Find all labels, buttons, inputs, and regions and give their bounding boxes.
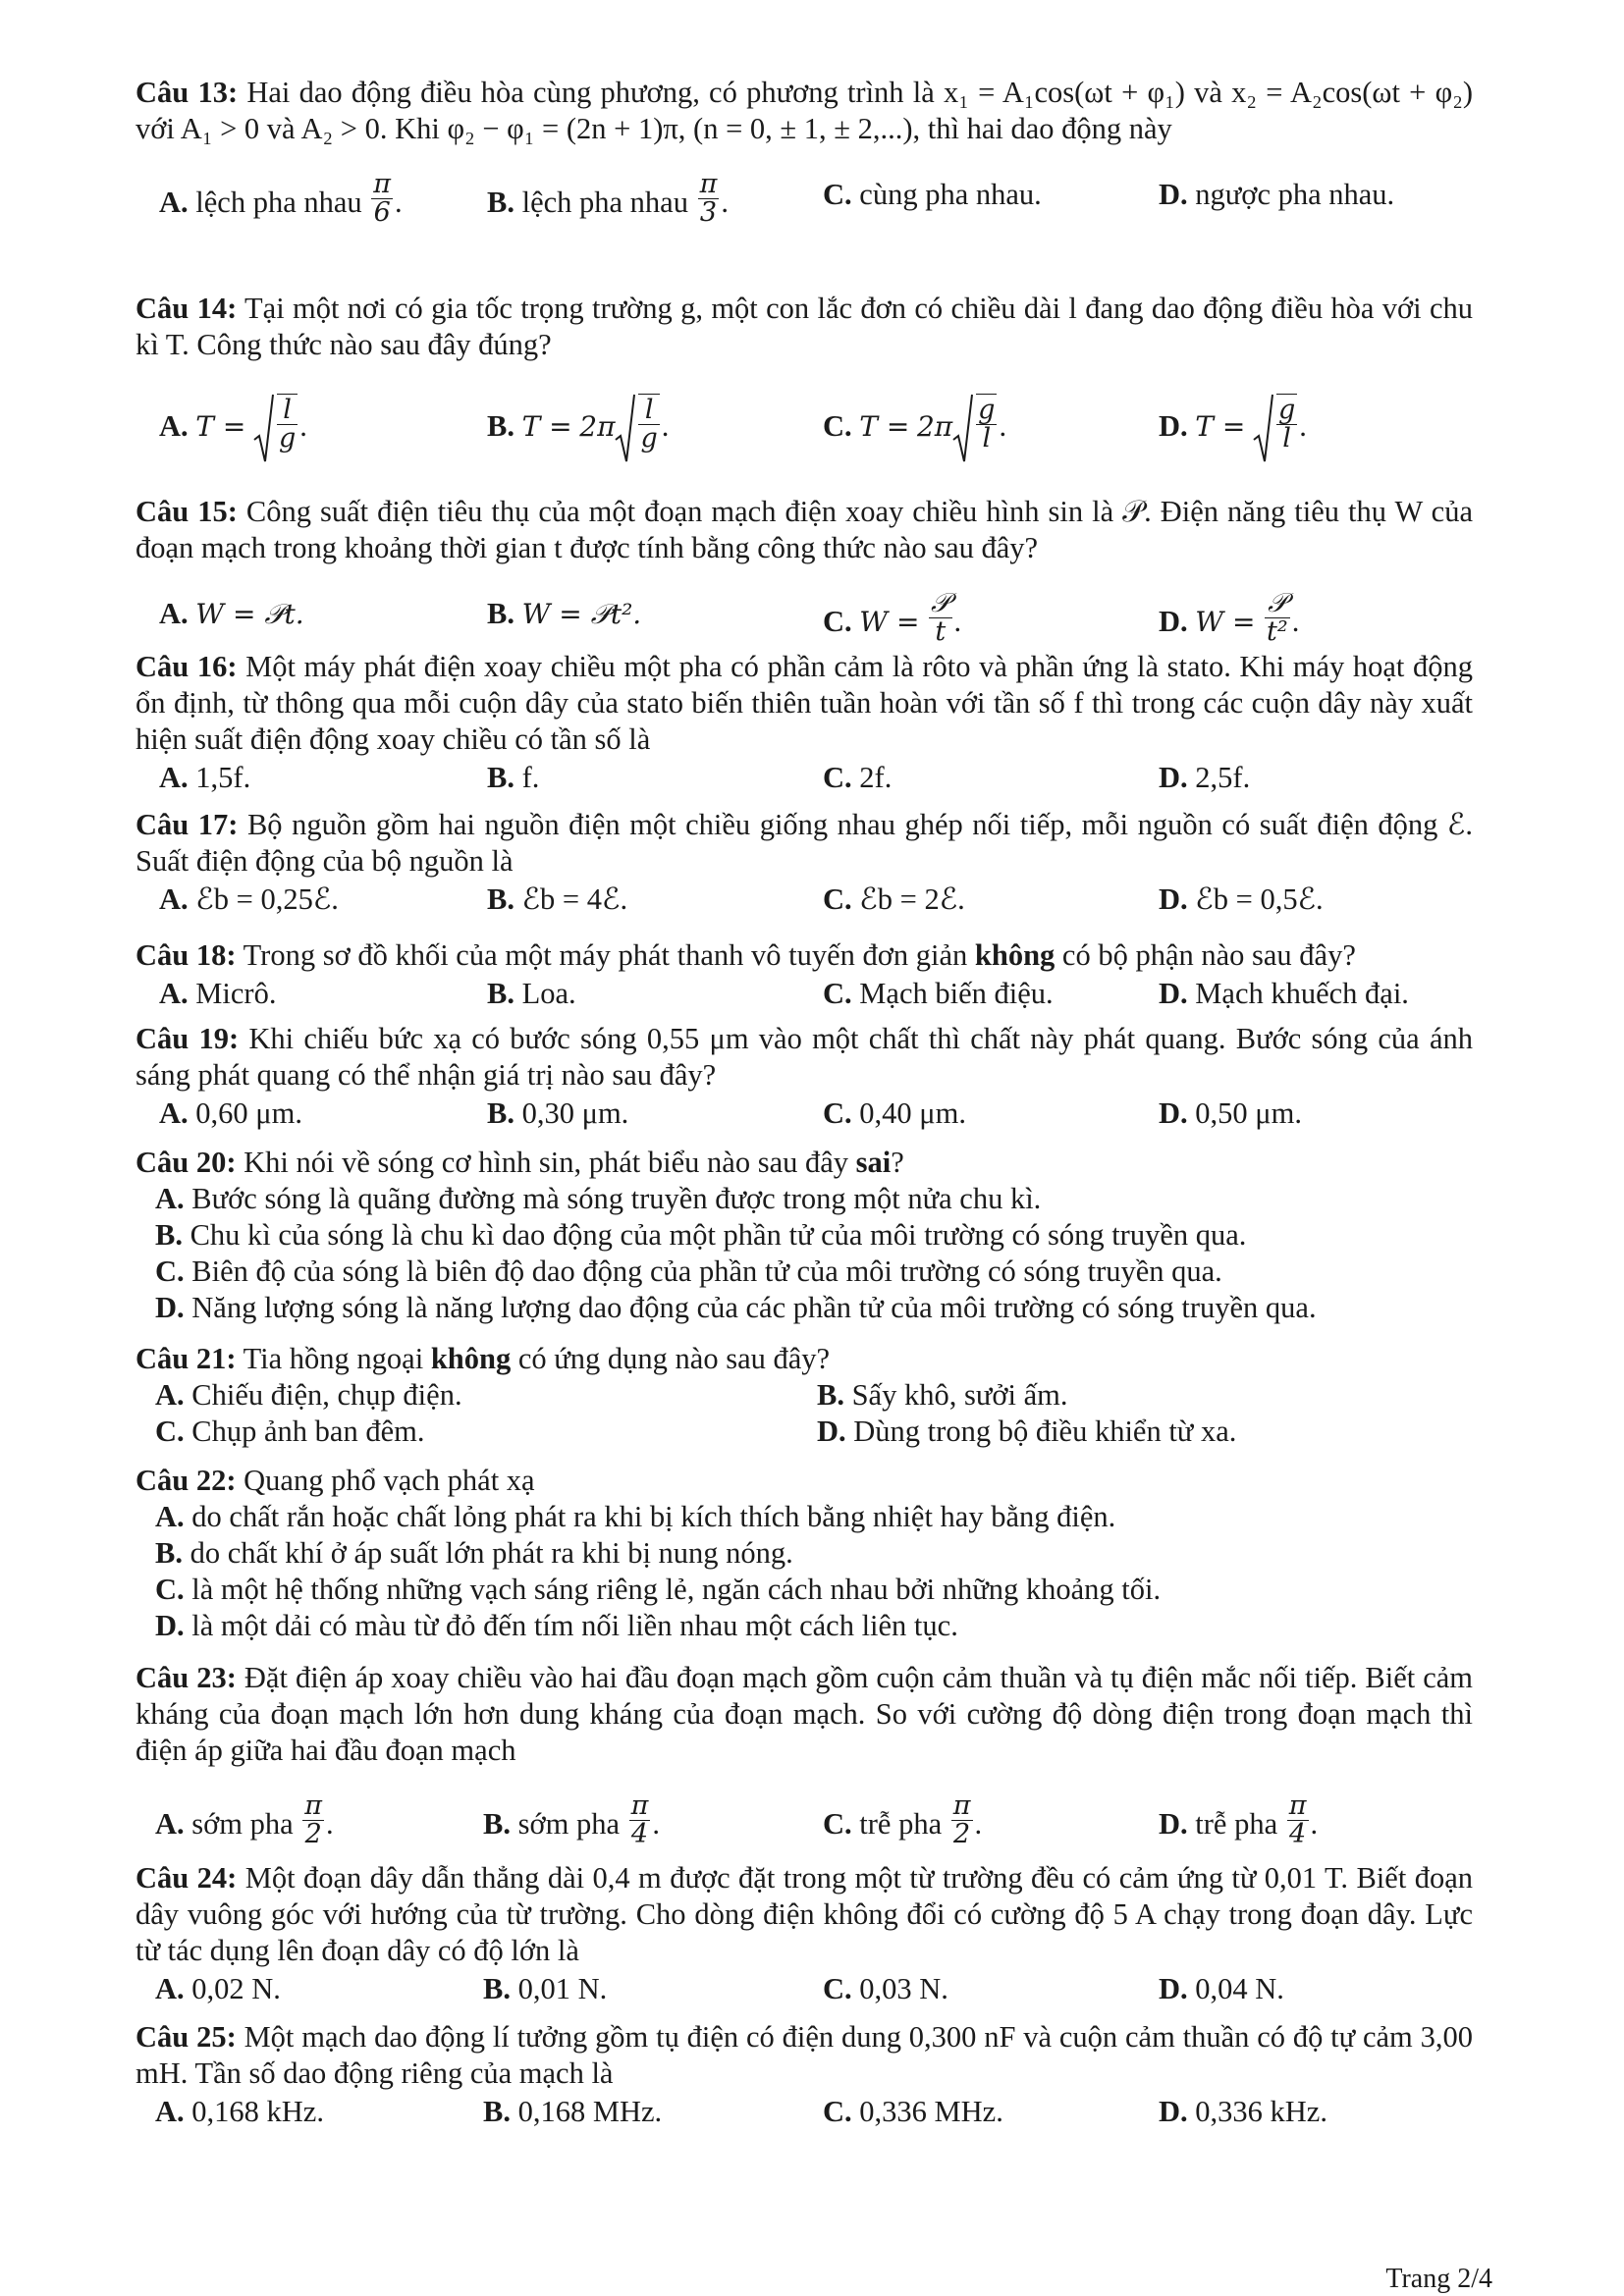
emphasis-word: sai: [855, 1146, 892, 1179]
option-d[interactable]: D. ℰb = 0,5ℰ.: [1159, 882, 1324, 916]
option-d[interactable]: D. trễ pha $\frac{\pi}{4}$ .: [1159, 1790, 1319, 1850]
option-row: [135, 153, 1473, 229]
option-a[interactable]: A. W = 𝒫t.: [159, 597, 304, 630]
option-c[interactable]: C. W = $\frac{\text{𝒫}}{t}$ .: [823, 588, 962, 648]
question-19: [135, 1021, 1473, 1132]
option-a[interactable]: A. do chất rắn hoặc chất lỏng phát ra khi bị kích thích bằng nhiệt hay bằng điện.: [155, 1500, 1116, 1533]
option-a[interactable]: A. 0,02 N.: [155, 1972, 281, 2005]
question-number: Câu 19:: [135, 1022, 240, 1055]
option-c[interactable]: C. ℰb = 2ℰ.: [823, 882, 965, 916]
option-d[interactable]: D. 0,04 N.: [1159, 1972, 1284, 2005]
question-number: Câu 14:: [135, 292, 238, 325]
question-number: Câu 15:: [135, 495, 238, 528]
option-row: [135, 1095, 1473, 1132]
question-stem: [135, 1463, 1473, 1499]
option-a[interactable]: A. 0,60 μm.: [159, 1096, 302, 1130]
question-stem: [135, 75, 1473, 147]
question-stem: [135, 1660, 1473, 1769]
option-d[interactable]: D. 0,50 μm.: [1159, 1096, 1302, 1130]
question-17: [135, 807, 1473, 918]
fraction: $\frac{\pi}{3}$: [699, 169, 718, 229]
option-b[interactable]: B. W = 𝒫t².: [487, 597, 642, 630]
option-c[interactable]: C. Biên độ của sóng là biên độ dao động của phần tử của môi trường có sóng truyền qua.: [155, 1255, 1222, 1288]
option-c[interactable]: C. 0,40 μm.: [823, 1096, 966, 1130]
question-number: Câu 21:: [135, 1342, 237, 1375]
question-text: Tại một nơi có gia tốc trọng trường g, một con lắc đơn có chiều dài l đang dao động điều hòa với chu kì T. Công thức nào sau đây đúng?: [135, 292, 1474, 361]
question-22: [135, 1463, 1473, 1644]
option-a[interactable]: A. 0,168 kHz.: [155, 2095, 324, 2128]
option-c[interactable]: C. Chụp ảnh ban đêm.: [155, 1415, 425, 1448]
option-c[interactable]: C. T = 2π $\frac{g}{l}$ .: [823, 393, 1006, 465]
option-a[interactable]: A. Chiếu điện, chụp điện.: [155, 1378, 462, 1412]
option-b[interactable]: B. lệch pha nhau $\frac{\pi}{3}$ .: [487, 169, 729, 229]
option-b[interactable]: B. sớm pha $\frac{\pi}{4}$ .: [483, 1790, 660, 1850]
option-d[interactable]: D. 2,5f.: [1159, 761, 1251, 794]
option-row: [135, 760, 1473, 796]
page-number: Trang 2/4: [1385, 2264, 1492, 2294]
option-d[interactable]: D. T = $\frac{g}{l}$ .: [1159, 393, 1307, 465]
question-14: [135, 291, 1474, 454]
option-b[interactable]: B. do chất khí ở áp suất lớn phát ra khi bị nung nóng.: [155, 1536, 793, 1570]
option-row: [135, 369, 1473, 454]
option-d[interactable]: D. Mạch khuếch đại.: [1159, 977, 1409, 1010]
question-text: Bộ nguồn gồm hai nguồn điện một chiều giống nhau ghép nối tiếp, mỗi nguồn có suất điện động ℰ. Suất điện động của bộ nguồn là: [135, 808, 1474, 878]
question-stem: [135, 1021, 1473, 1094]
option-a[interactable]: A. ℰb = 0,25ℰ.: [159, 882, 339, 916]
question-stem: [135, 494, 1473, 566]
emphasis-word: không: [430, 1342, 512, 1375]
option-b[interactable]: B. ℰb = 4ℰ.: [487, 882, 628, 916]
option-b[interactable]: B. 0,01 N.: [483, 1972, 608, 2005]
question-23: [135, 1660, 1474, 1850]
question-stem: Câu 20: Khi nói về sóng cơ hình sin, phát biểu nào sau đây sai?: [135, 1146, 904, 1179]
question-number: Câu 16:: [135, 650, 238, 683]
option-row: [135, 572, 1473, 648]
option-b[interactable]: B. Sấy khô, sưởi ấm.: [817, 1378, 1068, 1412]
question-text: Đặt điện áp xoay chiều vào hai đầu đoạn mạch gồm cuộn cảm thuần và tụ điện mắc nối tiếp. Biết cảm kháng của đoạn mạch lớn hơn dung kháng của đoạn mạch. So với cường độ dòng điện trong đoạn mạch thì điện áp giữa hai đầu đoạn mạch: [135, 1661, 1474, 1767]
option-b[interactable]: B. Loa.: [487, 977, 576, 1010]
option-row: [135, 1775, 1473, 1850]
question-stem: [135, 291, 1473, 363]
option-d[interactable]: D. W = $\frac{\text{𝒫}}{\text{t²}}$ .: [1159, 588, 1300, 648]
question-stem: Câu 18: Trong sơ đồ khối của một máy phát thanh vô tuyến đơn giản không có bộ phận nào sau đây?: [135, 938, 1356, 972]
question-number: Câu 23:: [135, 1661, 237, 1694]
option-row: [135, 1971, 1473, 2007]
question-number: Câu 18:: [135, 938, 237, 972]
question-text: Hai dao động điều hòa cùng phương, có phương trình là x₁ = A₁cos(ωt + φ₁) và x₂ = A₂cos(ωt + φ₂) với A₁ > 0 và A₂ > 0. Khi φ₂ − φ₁ = (2n + 1)π, (n = 0, ± 1, ± 2,...), thì hai dao động này: [135, 76, 1473, 145]
question-21: [135, 1341, 1473, 1450]
option-b[interactable]: B. 0,168 MHz.: [483, 2095, 663, 2128]
question-15: [135, 494, 1474, 648]
option-c[interactable]: C. Mạch biến điệu.: [823, 977, 1054, 1010]
question-text: Công suất điện tiêu thụ của một đoạn mạch điện xoay chiều hình sin là 𝒫. Điện năng tiêu thụ W của đoạn mạch trong khoảng thời gian t được tính bằng công thức nào sau đây?: [135, 495, 1474, 564]
question-25: [135, 2019, 1473, 2130]
option-b[interactable]: B. Chu kì của sóng là chu kì dao động của một phần tử của môi trường có sóng truyền qua.: [155, 1218, 1247, 1252]
question-text: Quang phổ vạch phát xạ: [244, 1464, 535, 1497]
option-a[interactable]: A. lệch pha nhau $\frac{\pi}{6}$ .: [159, 169, 403, 229]
question-24: [135, 1860, 1473, 2007]
question-16: [135, 649, 1473, 796]
question-stem: [135, 649, 1473, 758]
option-a[interactable]: A. Micrô.: [159, 977, 277, 1010]
question-18: [135, 937, 1473, 1012]
sqrt-symbol: [952, 393, 974, 465]
question-13: [135, 75, 1473, 229]
option-c[interactable]: C. 0,03 N.: [823, 1972, 948, 2005]
option-a[interactable]: A. 1,5f.: [159, 761, 251, 794]
option-c[interactable]: C. là một hệ thống những vạch sáng riêng lẻ, ngăn cách nhau bởi những khoảng tối.: [155, 1573, 1162, 1606]
question-number: Câu 22:: [135, 1464, 237, 1497]
question-number: Câu 24:: [135, 1861, 238, 1895]
fraction: $\frac{\pi}{6}$: [373, 169, 392, 229]
option-b[interactable]: B. 0,30 μm.: [487, 1096, 629, 1130]
option-c[interactable]: C. 0,336 MHz.: [823, 2095, 1003, 2128]
option-row: [135, 976, 1473, 1012]
question-text: Khi chiếu bức xạ có bước sóng 0,55 μm vào một chất thì chất này phát quang. Bước sóng của ánh sáng phát quang có thể nhận giá trị nào sau đây?: [135, 1022, 1473, 1092]
option-a[interactable]: A. sớm pha $\frac{\pi}{2}$ .: [155, 1790, 334, 1850]
question-20: [135, 1145, 1473, 1326]
sqrt-symbol: [1253, 393, 1274, 465]
sqrt-symbol: [615, 393, 636, 465]
question-text: Một đoạn dây dẫn thẳng dài 0,4 m được đặt trong một từ trường đều có cảm ứng từ 0,01 T. Biết đoạn dây vuông góc với hướng của từ trường. Cho dòng điện không đổi có cường độ 5 A chạy trong đoạn dây. Lực từ tác dụng lên đoạn dây có độ lớn là: [135, 1861, 1474, 1967]
question-text: Một mạch dao động lí tưởng gồm tụ điện có điện dung 0,300 nF và cuộn cảm thuần có độ tự cảm 3,00 mH. Tần số dao động riêng của mạch là: [135, 2020, 1473, 2090]
option-d[interactable]: D. Dùng trong bộ điều khiển từ xa.: [817, 1415, 1237, 1448]
option-b[interactable]: B. f.: [487, 761, 540, 794]
question-number: Câu 25:: [135, 2020, 237, 2054]
option-grid: [135, 1377, 1473, 1450]
option-c[interactable]: C. 2f.: [823, 761, 893, 794]
option-d[interactable]: D. 0,336 kHz.: [1159, 2095, 1327, 2128]
option-c[interactable]: C. cùng pha nhau.: [823, 178, 1042, 211]
question-stem: Câu 21: Tia hồng ngoại không có ứng dụng nào sau đây?: [135, 1342, 831, 1375]
question-text: Một máy phát điện xoay chiều một pha có phần cảm là rôto và phần ứng là stato. Khi máy hoạt động ổn định, từ thông qua mỗi cuộn dây của stato biến thiên tuần hoàn với tần số f thì trong các cuộn dây này xuất hiện suất điện động xoay chiều có tần số là: [135, 650, 1473, 756]
option-d[interactable]: D. Năng lượng sóng là năng lượng dao động của các phần tử của môi trường có sóng truyền qua.: [155, 1291, 1317, 1324]
sqrt-symbol: [253, 393, 275, 465]
question-number: Câu 17:: [135, 808, 239, 841]
option-d[interactable]: D. ngược pha nhau.: [1159, 178, 1395, 211]
question-stem: [135, 1860, 1473, 1969]
option-a[interactable]: A. T = $\frac{l}{g}$ .: [159, 393, 307, 465]
emphasis-word: không: [974, 938, 1056, 972]
option-row: [135, 2094, 1473, 2130]
question-stem: [135, 807, 1473, 880]
question-number: Câu 13:: [135, 76, 239, 109]
option-a[interactable]: A. Bước sóng là quãng đường mà sóng truyền được trong một nửa chu kì.: [155, 1182, 1042, 1215]
option-d[interactable]: D. là một dải có màu từ đỏ đến tím nối liền nhau một cách liên tục.: [155, 1609, 958, 1642]
question-stem: [135, 2019, 1473, 2092]
option-b[interactable]: B. T = 2π $\frac{l}{g}$ .: [487, 393, 669, 465]
option-c[interactable]: C. trễ pha $\frac{\pi}{2}$ .: [823, 1790, 983, 1850]
question-number: Câu 20:: [135, 1146, 237, 1179]
option-row: [135, 881, 1473, 918]
